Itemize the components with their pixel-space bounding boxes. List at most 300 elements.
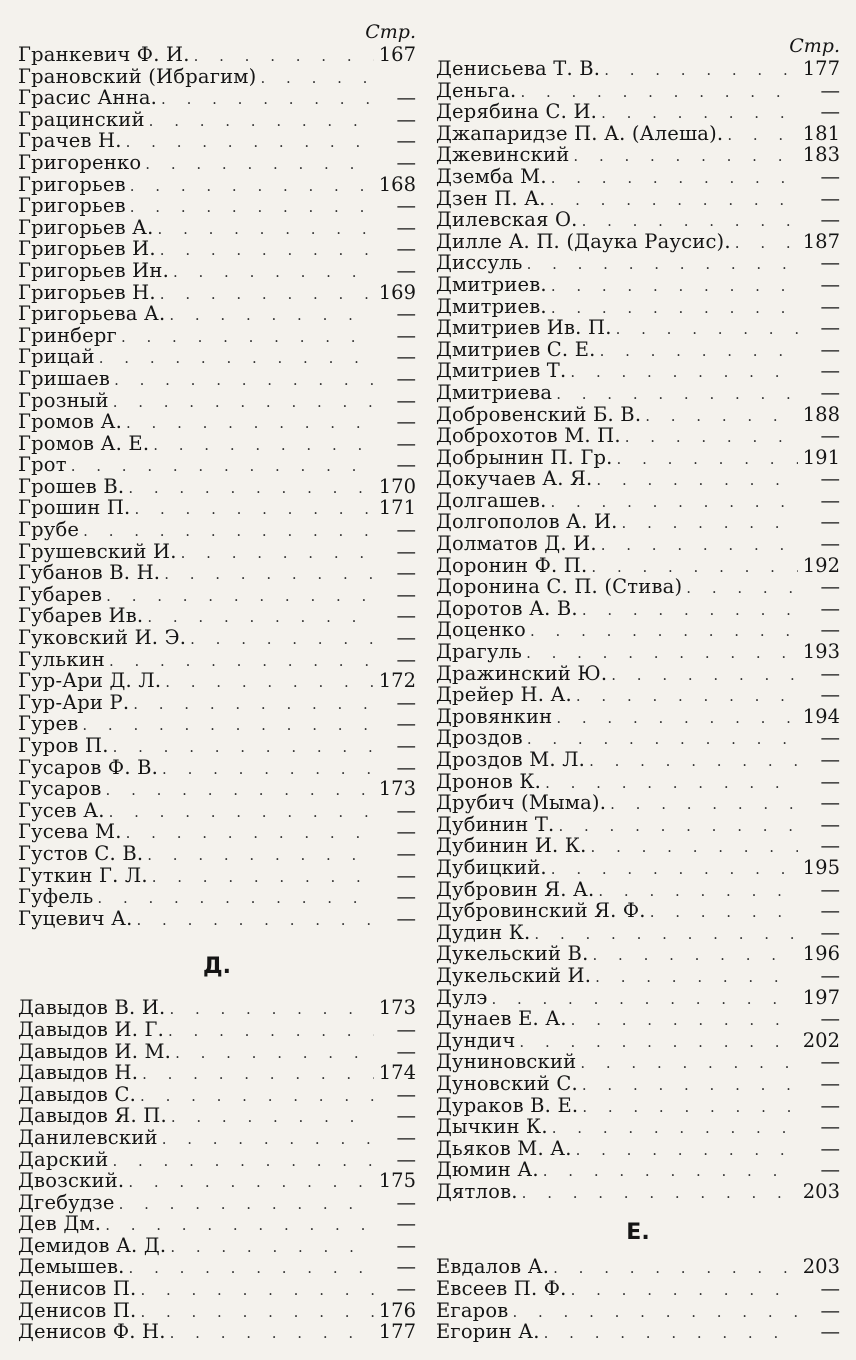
entry-page-number: — (820, 834, 840, 858)
entry-name: Дубицкий. (436, 855, 547, 879)
index-entry (436, 80, 840, 102)
entry-page-number: — (820, 963, 840, 987)
entry-name: Дронов К. (436, 769, 542, 793)
index-entry (18, 1278, 416, 1300)
entry-name: Гусаров (18, 777, 102, 801)
entry-name: Гуткин Г. Л. (18, 863, 148, 887)
entry-name: Гурев (18, 712, 79, 736)
entry-name: Грановский (Ибрагим) (18, 64, 257, 88)
dot-leader (130, 176, 374, 198)
dot-leader (153, 435, 374, 457)
index-entry (436, 382, 840, 404)
entry-name: Гур-Ари Р. (18, 690, 130, 714)
entry-page-number: — (820, 316, 840, 340)
dot-leader (128, 1172, 374, 1194)
index-entry (18, 390, 416, 412)
entry-name: Гусев А. (18, 798, 105, 822)
entry-page-number: — (820, 337, 840, 361)
entry-page-number: — (396, 712, 416, 736)
entry-page-number: 187 (802, 229, 840, 253)
section-heading-d: Д. (203, 954, 231, 980)
index-entry (436, 1095, 840, 1117)
entry-name: Дубинин Т. (436, 812, 555, 836)
entry-name: Дгебудзе (18, 1190, 115, 1214)
entry-name: Егаров (436, 1298, 509, 1322)
entry-page-number: 177 (802, 57, 840, 80)
index-entry (18, 997, 416, 1019)
index-entry (18, 1213, 416, 1235)
entry-page-number: — (396, 798, 416, 822)
right-column (436, 0, 840, 1343)
index-entry (436, 1256, 840, 1278)
entry-name: Дев Дм. (18, 1212, 102, 1236)
entry-page-number: — (820, 1093, 840, 1117)
entry-page-number: — (396, 1039, 416, 1063)
dot-leader (650, 902, 798, 924)
entry-name: Дмитриев. (436, 294, 547, 318)
entry-page-number: — (820, 272, 840, 296)
index-entry (436, 1300, 840, 1322)
entry-name: Гулькин (18, 647, 105, 671)
index-entry (18, 908, 416, 930)
entry-page-number: — (396, 388, 416, 412)
entry-page-number: — (396, 323, 416, 347)
entry-name: Дунаев Е. А. (436, 1007, 567, 1031)
index-entry (436, 857, 840, 879)
entry-page-number: — (820, 380, 840, 404)
entry-name: Григорьев (18, 172, 126, 196)
entry-name: Григоренко (18, 150, 142, 174)
dot-leader (551, 276, 798, 298)
entry-page-number: — (820, 1136, 840, 1160)
entry-page-number: — (396, 1190, 416, 1214)
entry-name: Доронина С. П. (Стива) (436, 575, 683, 599)
entry-page-number: 167 (378, 43, 416, 66)
index-entry (436, 490, 840, 512)
index-entry (436, 706, 840, 728)
entry-page-number: 173 (378, 777, 416, 801)
dot-leader (106, 586, 374, 608)
entry-name: Громов А. (18, 410, 122, 434)
dot-leader (121, 327, 374, 349)
dot-leader (616, 319, 798, 341)
entry-name: Гур-Ари Д. Л. (18, 669, 162, 693)
entry-page-number: — (396, 302, 416, 326)
entry-page-number: — (396, 582, 416, 606)
entry-page-number: — (820, 100, 840, 124)
entry-name: Долматов Д. И. (436, 532, 597, 556)
index-entry (18, 346, 416, 368)
index-entry (436, 1051, 840, 1073)
entry-name: Денисов П. (18, 1277, 137, 1301)
entry-page-number: — (396, 215, 416, 239)
index-entry (436, 404, 840, 426)
index-entry (436, 511, 840, 533)
index-entry (18, 649, 416, 671)
index-entry (18, 303, 416, 325)
entry-page-number: — (396, 129, 416, 153)
entry-name: Губанов В. Н. (18, 561, 161, 585)
index-entry (436, 619, 840, 641)
dot-leader (140, 1280, 374, 1302)
entry-name: Дроздов (436, 726, 523, 750)
index-entry (436, 166, 840, 188)
entry-name: Дубровин Я. А. (436, 877, 595, 901)
entry-page-number: — (396, 107, 416, 131)
entry-page-number: — (396, 561, 416, 585)
entry-page-number: — (820, 251, 840, 275)
dot-leader (601, 535, 798, 557)
dot-leader (112, 1151, 374, 1173)
index-entry (436, 339, 840, 361)
index-entry (436, 598, 840, 620)
index-entry (436, 771, 840, 793)
dot-leader (261, 68, 375, 90)
entry-name: Дилле А. П. (Даука Раусис). (436, 229, 731, 253)
entry-name: Дмитриев С. Е. (436, 337, 596, 361)
index-entry (18, 1192, 416, 1214)
entry-name: Долгашев. (436, 488, 547, 512)
dot-leader (727, 125, 798, 147)
index-entry (18, 800, 416, 822)
entry-name: Гусева М. (18, 820, 122, 844)
entry-page-number: 195 (802, 855, 840, 879)
index-entry (18, 605, 416, 627)
entry-page-number: 168 (378, 172, 416, 196)
dot-leader (158, 219, 374, 241)
index-entry (18, 670, 416, 692)
entry-page-number: — (396, 1255, 416, 1279)
index-entry (18, 411, 416, 433)
entry-name: Грасис Анна. (18, 86, 158, 110)
index-entry (18, 778, 416, 800)
index-entry (436, 317, 840, 339)
entry-page-number: 188 (802, 402, 840, 426)
dot-leader (553, 1258, 798, 1280)
entry-page-number: — (820, 596, 840, 620)
index-entry (18, 1127, 416, 1149)
index-entry (436, 468, 840, 490)
index-entry (18, 152, 416, 174)
index-entry (436, 1181, 840, 1203)
dot-leader (126, 413, 374, 435)
dot-leader (573, 146, 798, 168)
index-entry (18, 476, 416, 498)
entry-page-number: — (396, 1017, 416, 1041)
entry-page-number: 176 (378, 1298, 416, 1322)
page-column-header: Стр. (789, 35, 840, 57)
entry-page-number: — (820, 791, 840, 815)
index-entry (18, 865, 416, 887)
dot-leader (591, 837, 798, 859)
entry-name: Гуцевич А. (18, 906, 133, 930)
dot-leader (617, 449, 798, 471)
entry-name: Дмитриев Ив. П. (436, 316, 612, 340)
dot-leader (161, 89, 374, 111)
index-entry (18, 1235, 416, 1257)
entry-name: Грозный (18, 388, 109, 412)
entry-name: Дземба М. (436, 164, 547, 188)
entry-page-number: 196 (802, 942, 840, 966)
entry-name: Грачев Н. (18, 129, 122, 153)
dot-leader (134, 499, 374, 521)
entry-page-number: — (396, 410, 416, 434)
dot-leader (147, 845, 374, 867)
entry-name: Дукельский В. (436, 942, 589, 966)
dot-leader (99, 348, 374, 370)
dot-leader (522, 1183, 798, 1205)
dot-leader (582, 1075, 798, 1097)
entry-name: Евдалов А. (436, 1255, 550, 1279)
page-column-header: Стр. (365, 21, 416, 43)
index-entry (436, 360, 840, 382)
entry-page-number: — (820, 1277, 840, 1301)
index-entry (18, 87, 416, 109)
index-entry (436, 835, 840, 857)
entry-name: Дуниновский (436, 1050, 577, 1074)
entry-name: Дюмин А. (436, 1158, 539, 1182)
entry-page-number: — (820, 78, 840, 102)
entry-name: Гуковский И. Э. (18, 626, 187, 650)
entry-name: Двозский. (18, 1169, 125, 1193)
index-list-d-right (436, 58, 840, 1202)
entry-name: Григорьев (18, 194, 126, 218)
index-entry (18, 1041, 416, 1063)
entry-name: Громов А. Е. (18, 431, 150, 455)
entry-page-number: — (396, 237, 416, 261)
entry-page-number: — (396, 86, 416, 110)
entry-name: Давыдов И. М. (18, 1039, 172, 1063)
dot-leader (152, 867, 374, 889)
entry-name: Друбич (Мыма). (436, 791, 607, 815)
entry-page-number: — (396, 366, 416, 390)
entry-page-number: — (396, 431, 416, 455)
index-entry (18, 217, 416, 239)
index-entry (18, 735, 416, 757)
entry-page-number: — (396, 841, 416, 865)
entry-name: Гришаев (18, 366, 111, 390)
entry-page-number: — (396, 604, 416, 628)
dot-leader (600, 341, 798, 363)
entry-page-number: — (820, 424, 840, 448)
dot-leader (170, 1237, 374, 1259)
entry-name: Драгуль (436, 640, 523, 664)
entry-page-number: 173 (378, 996, 416, 1020)
index-entry (436, 641, 840, 663)
entry-name: Грошин П. (18, 496, 131, 520)
index-entry (18, 1300, 416, 1322)
entry-name: Грот (18, 453, 67, 477)
entry-page-number: — (820, 618, 840, 642)
entry-page-number: — (820, 769, 840, 793)
index-entry (18, 1105, 416, 1127)
section-heading-e: Е. (626, 1220, 650, 1246)
entry-page-number: 203 (802, 1179, 840, 1203)
entry-page-number: — (396, 1212, 416, 1236)
dot-leader (162, 759, 374, 781)
entry-name: Давыдов Н. (18, 1061, 139, 1085)
dot-leader (544, 1323, 798, 1345)
entry-name: Доротов А. В. (436, 596, 578, 620)
entry-page-number: — (820, 488, 840, 512)
dot-leader (571, 1280, 798, 1302)
entry-name: Доценко (436, 618, 526, 642)
entry-page-number: 174 (378, 1061, 416, 1085)
entry-page-number: — (820, 510, 840, 534)
entry-name: Дундич (436, 1028, 516, 1052)
entry-name: Дрейер Н. А. (436, 683, 572, 707)
index-entry (436, 1159, 840, 1181)
entry-name: Григорьев А. (18, 215, 154, 239)
entry-page-number: 191 (802, 445, 840, 469)
index-entry (18, 497, 416, 519)
index-entry (18, 174, 416, 196)
entry-page-number: — (820, 1320, 840, 1344)
dot-leader (610, 794, 798, 816)
entry-name: Губарев Ив. (18, 604, 144, 628)
entry-name: Дзен П. А. (436, 186, 546, 210)
entry-page-number: — (820, 359, 840, 383)
entry-page-number: 183 (802, 143, 840, 167)
entry-name: Гусаров Ф. В. (18, 755, 159, 779)
entry-page-number: — (820, 877, 840, 901)
index-entry (436, 252, 840, 274)
index-entry (436, 879, 840, 901)
entry-page-number: — (820, 1115, 840, 1139)
index-entry (18, 325, 416, 347)
index-entry (436, 555, 840, 577)
entry-name: Давыдов Я. П. (18, 1104, 167, 1128)
entry-name: Денисов П. (18, 1298, 137, 1322)
entry-name: Дровянкин (436, 704, 553, 728)
dot-leader (82, 715, 374, 737)
entry-page-number: — (820, 575, 840, 599)
entry-page-number: 170 (378, 474, 416, 498)
entry-name: Дудин К. (436, 920, 531, 944)
dot-leader (173, 262, 374, 284)
entry-page-number: 172 (378, 669, 416, 693)
dot-leader (129, 1258, 374, 1280)
dot-leader (589, 751, 798, 773)
entry-name: Давыдов В. И. (18, 996, 166, 1020)
entry-page-number: — (396, 820, 416, 844)
index-entry (436, 1138, 840, 1160)
entry-name: Гуфель (18, 885, 94, 909)
index-entry (18, 1084, 416, 1106)
entry-page-number: — (396, 1125, 416, 1149)
entry-name: Доброхотов М. П. (436, 424, 621, 448)
entry-name: Дукельский И. (436, 963, 592, 987)
dot-leader (686, 578, 798, 600)
dot-leader (582, 600, 798, 622)
index-entry (436, 58, 840, 80)
dot-leader (570, 362, 798, 384)
index-entry (436, 727, 840, 749)
dot-leader (558, 816, 798, 838)
entry-name: Грицай (18, 345, 95, 369)
dot-leader (551, 168, 798, 190)
dot-leader (512, 1302, 798, 1324)
index-list-e (436, 1256, 840, 1342)
entry-page-number: 203 (802, 1255, 840, 1279)
dot-leader (142, 1064, 374, 1086)
entry-name: Диссуль (436, 251, 523, 275)
index-entry (436, 231, 840, 253)
entry-page-number: — (820, 1071, 840, 1095)
entry-name: Демидов А. Д. (18, 1233, 167, 1257)
entry-name: Губарев (18, 582, 103, 606)
dot-leader (552, 1118, 798, 1140)
entry-page-number: — (396, 150, 416, 174)
index-entry (436, 684, 840, 706)
left-column (18, 0, 416, 1343)
dot-leader (571, 1010, 798, 1032)
dot-leader (611, 665, 798, 687)
entry-page-number: 202 (802, 1028, 840, 1052)
entry-page-number: — (820, 683, 840, 707)
dot-leader (170, 1323, 374, 1345)
entry-name: Евсеев П. Ф. (436, 1277, 567, 1301)
dot-leader (576, 686, 798, 708)
entry-page-number: 181 (802, 121, 840, 145)
entry-name: Дмитриев Т. (436, 359, 567, 383)
index-entry (436, 144, 840, 166)
entry-page-number: — (396, 345, 416, 369)
entry-page-number: — (820, 1050, 840, 1074)
index-entry (18, 562, 416, 584)
entry-name: Денисьева Т. В. (436, 57, 601, 80)
index-entry (436, 425, 840, 447)
entry-name: Демышев. (18, 1255, 125, 1279)
entry-page-number: — (820, 899, 840, 923)
dot-leader (181, 543, 374, 565)
dot-leader (604, 60, 798, 82)
index-entry (18, 1170, 416, 1192)
entry-page-number: — (396, 885, 416, 909)
index-entry (18, 282, 416, 304)
index-entry (18, 821, 416, 843)
entry-page-number: — (396, 863, 416, 887)
entry-name: Дарский (18, 1147, 109, 1171)
dot-leader (145, 154, 374, 176)
entry-page-number: — (396, 626, 416, 650)
dot-leader (593, 945, 799, 967)
index-entry (436, 987, 840, 1009)
index-entry (18, 541, 416, 563)
entry-page-number: 175 (378, 1169, 416, 1193)
dot-leader (133, 694, 374, 716)
index-entry (18, 757, 416, 779)
entry-page-number: 193 (802, 640, 840, 664)
dot-leader (530, 621, 798, 643)
entry-name: Грацинский (18, 107, 145, 131)
index-entry (436, 900, 840, 922)
entry-name: Дычкин К. (436, 1115, 548, 1139)
index-entry (18, 454, 416, 476)
entry-name: Дьяков М. А. (436, 1136, 572, 1160)
dot-leader (160, 284, 374, 306)
dot-leader (190, 629, 374, 651)
dot-leader (550, 190, 798, 212)
index-entry (436, 1073, 840, 1095)
dot-leader (140, 1302, 374, 1324)
dot-leader (165, 672, 374, 694)
entry-name: Доронин Ф. П. (436, 553, 588, 577)
dot-leader (126, 823, 374, 845)
index-entry (436, 209, 840, 231)
entry-name: Дмитриев. (436, 272, 547, 296)
entry-page-number: — (820, 1298, 840, 1322)
